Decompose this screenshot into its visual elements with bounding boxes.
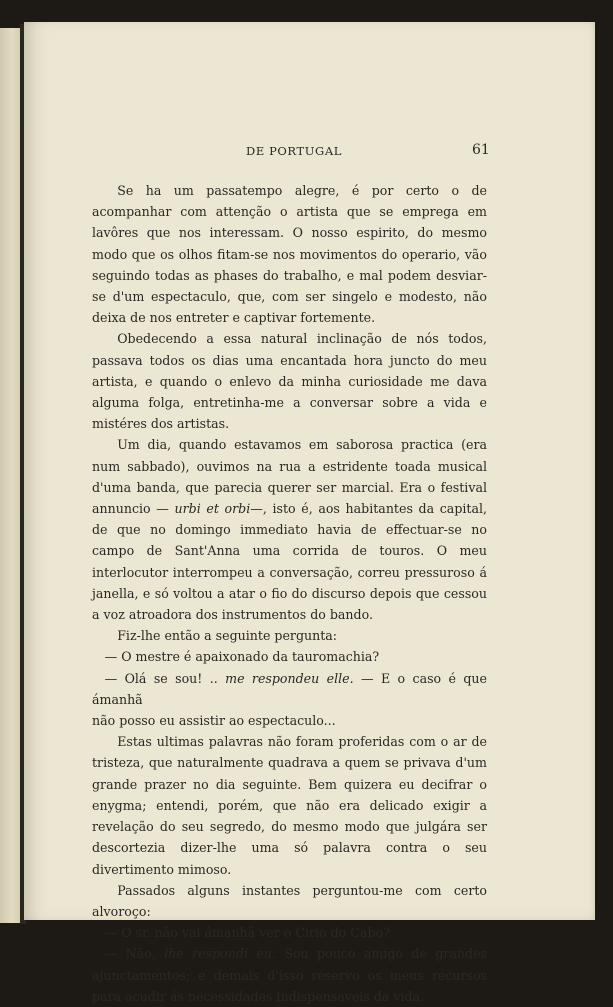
- paragraph: [92, 180, 487, 328]
- italic-phrase: me respondeu elle.: [225, 670, 354, 686]
- paragraph-text: — Não,: [104, 946, 156, 962]
- paragraph-text: Obedecendo a essa natural inclinação de nós todos, passava todos os dias uma encantada hora juncto do meu artista, e quando o enlevo da minha curiosidade me dava alguma folga, entretinha-me a conversar sobre a vida e mistéres dos artistas.: [92, 331, 487, 432]
- paragraph-text: — Olá se sou! ..: [104, 670, 218, 686]
- paragraph-text: — O sr. não vai ámanhã ver o Cirio do Cabo?: [104, 925, 390, 941]
- dialogue-line: [92, 668, 487, 710]
- paragraph: [92, 731, 487, 879]
- paragraph-text: Um dia, quando estavamos em saborosa practica (era num sabbado), ouvimos na rua a estridente toada musical d'uma banda, que parecia querer ser marcial. Era o festival annuncio —: [92, 437, 487, 517]
- paragraph-text: Sou pouco amigo de grandes ajunctamentos; e demais d'isso reservo os meus recursos para acudir ás necessidades indispensaveis da vida.: [92, 946, 487, 1004]
- paragraph-text: —, isto é, aos habitantes da capital, de que no domingo immediato havia de effectuar-se no campo de Sant'Anna uma corrida de touros. O meu interlocutor interrompeu a conversação, correu pressuroso á janella, e só voltou a atar o fio do discurso depois que cessou a voz atroadora dos instrumentos do bando.: [92, 501, 488, 623]
- paragraph-text: — O mestre é apaixonado da tauromachia?: [104, 649, 380, 665]
- paragraph-text: Estas ultimas palavras não foram proferidas com o ar de tristeza, que naturalmente quadrava a quem se privava d'um grande prazer no dia seguinte. Bem quizera eu decifrar o enygma; entendi, porém, que não era delicado exigir a revelação do seu segredo, do mesmo modo que julgára ser descortezia dizer-lhe uma só palavra contra o seu divertimento mimoso.: [92, 734, 487, 877]
- italic-phrase: urbi et orbi: [174, 501, 251, 517]
- paragraph: [92, 434, 487, 625]
- dialogue-line: [92, 646, 487, 667]
- book-page: [24, 22, 595, 1004]
- body-text: [92, 180, 487, 1007]
- running-title: DE PORTUGAL: [246, 144, 342, 158]
- paragraph-text: não posso eu assistir ao espectaculo...: [92, 713, 336, 729]
- paragraph: [92, 625, 487, 646]
- running-head: [24, 142, 595, 162]
- paragraph-text: — E o caso é que ámanhã: [92, 670, 487, 707]
- dialogue-line: [92, 922, 487, 943]
- page-number: 61: [472, 142, 490, 158]
- paragraph: [92, 328, 487, 434]
- dialogue-line: [92, 943, 487, 1007]
- left-page-edge: [0, 28, 20, 923]
- paragraph-continuation: [92, 710, 487, 731]
- paragraph-text: Fiz-lhe então a seguinte pergunta:: [117, 628, 338, 644]
- paragraph-text: Passados alguns instantes perguntou-me com certo alvoroço:: [92, 882, 487, 919]
- italic-phrase: lhe respondi eu.: [164, 946, 276, 962]
- paragraph-text: Se ha um passatempo alegre, é por certo o de acompanhar com attenção o artista que se emprega em lavôres que nos interessam. O nosso espirito, do mesmo modo que os olhos fitam-se nos movimentos do operario, vão seguindo todas as phases do trabalho, e mal podem desviar-se d'um espectaculo, que, com ser singelo e modesto, não deixa de nos entreter e captivar fortemente.: [92, 183, 487, 326]
- paragraph: [92, 880, 487, 922]
